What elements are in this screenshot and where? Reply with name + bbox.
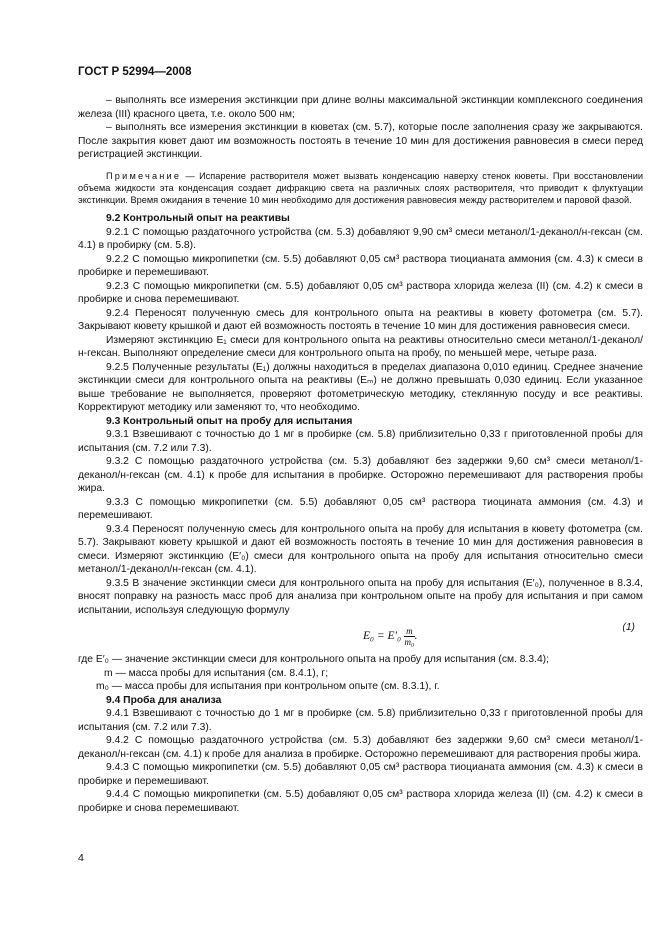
formula-denominator: m₀ xyxy=(404,637,415,648)
definition-line: m₀ — масса пробы для испытания при контрольном опыте (см. 8.3.1), г. xyxy=(96,681,440,693)
page-body xyxy=(78,94,643,815)
paragraph: 9.2.3 С помощью микропипетки (см. 5.5) добавляют 0,05 см³ раствора хлорида железа (II) (см. 4.2) к смеси в пробирке и снова перемешивают. xyxy=(78,280,643,306)
bullet-paragraph: – выполнять все измерения экстинкции в кюветах (см. 5.7), которые после заполнения сразу же закрываются. После закрытия кювет дают им возможность постоять в течение 10 мин для достижения равновесия в смеси перед регистрацией экстинкции. xyxy=(78,122,643,160)
paragraph: 9.4.2 С помощью раздаточного устройства (см. 5.3) добавляют без задержки 9,60 см³ смеси метанол/1-деканол/н-гексан (см. 4.1) к пробе для анализа в пробирке. Осторожно перемешивают для растворения пробы жира. xyxy=(78,735,643,760)
paragraph: 9.4.3 С помощью микропипетки (см. 5.5) добавляют 0,05 см³ раствора тиоцианата аммония (см. 4.3) к смеси в пробирке и перемешивают. xyxy=(78,762,643,787)
paragraph: 9.3.3 С помощью микропипетки (см. 5.5) добавляют 0,05 см³ раствора тиоцината аммония (см. 4.3) и перемешивают. xyxy=(78,496,643,522)
formula-block xyxy=(78,621,643,649)
paragraph: 9.2.1 С помощью раздаточного устройства (см. 5.3) добавляют 9,90 см³ смеси метанол/1-деканол/н-гексан (см. 4.1) в пробирку (см. 5.8). xyxy=(78,226,643,252)
paragraph: Измеряют экстинкцию E₁ смеси для контрольного опыта на реактивы относительно смеси метанол/1-деканол/н-гексан. Выполняют определение смеси для контрольного опыта на пробу, по меньшей мере, четыре раза. xyxy=(78,334,643,360)
definition-line: где E′₀ — значение экстинкции смеси для контрольного опыта на пробу для испытания (см. 8.3.4); xyxy=(78,654,549,666)
formula-numerator: m xyxy=(406,626,413,637)
paragraph: 9.3.5 В значение экстинкции смеси для контрольного опыта на пробу для испытания (E′₀), полученное в 8.3.4, вносят поправку на разность масс проб для анализа при контрольном опыте на пробу для испытания и при самом испытании, используя следующую формулу xyxy=(78,577,643,616)
section-heading: 9.2 Контрольный опыт на реактивы xyxy=(106,213,290,225)
section-heading: 9.4 Проба для анализа xyxy=(106,694,222,706)
paragraph: 9.4.4 С помощью микропипетки (см. 5.5) добавляют 0,05 см³ раствора хлорида железа (II) (см. 4.2) к смеси в пробирке и снова перемешивают. xyxy=(78,789,643,814)
paragraph: 9.2.4 Переносят полученную смесь для контрольного опыта на реактивы в кювету фотометра (см. 5.7). Закрывают кювету крышкой и дают ей возможность постоять в течение 10 мин для достижения равновесия смеси. xyxy=(78,307,643,333)
paragraph: 9.2.2 С помощью микропипетки (см. 5.5) добавляют 0,05 см³ раствора тиоцианата аммония (см. 4.3) к смеси в пробирке и перемешивают. xyxy=(78,253,643,279)
document-header: ГОСТ Р 52994—2008 xyxy=(78,66,192,78)
section-heading: 9.3 Контрольный опыт на пробу для испытания xyxy=(106,415,353,427)
note-label: Примечание xyxy=(106,170,182,181)
formula-lhs: E₀ = E′₀ xyxy=(363,630,402,643)
note xyxy=(78,170,643,207)
formula-number: (1) xyxy=(622,622,635,634)
paragraph: 9.2.5 Полученные результаты (E₁) должны находиться в пределах диапазона 0,010 единиц. Среднее значение экстинкции смеси для контрольного опыта на реактивы (Eₘ) не должно превышать 0,030 единиц. Если указанное выше требование не выполняется, проверяют фотометрическую методику, стеклянную посуду и все реактивы. Корректируют методику или заменяют то, что необходимо. xyxy=(78,361,643,414)
paragraph: 9.3.1 Взвешивают с точностью до 1 мг в пробирке (см. 5.8) приблизительно 0,33 г приготовленной пробы для испытания (см. 7.2 или 7.3). xyxy=(78,429,643,454)
definition-line: m — масса пробы для испытания (см. 8.4.1), г; xyxy=(104,667,329,679)
note-text: — Испарение растворителя может вызвать конденсацию наверху стенок кюветы. При восстановлении объема жидкости эта конденсация создает дифракцию света на различных слоях растворителя, что приводит к флуктуации экстинкции. Время ожидания в течение 10 мин необходимо для достижения равновесия между растворителем и паровой фазой. xyxy=(78,170,643,206)
paragraph: 9.4.1 Взвешивают с точностью до 1 мг в пробирке (см. 5.8) приблизительно 0,33 г приготовленной пробы для испытания (см. 7.2 или 7.3). xyxy=(78,708,643,733)
page-number: 4 xyxy=(78,852,84,864)
paragraph: 9.3.2 С помощью раздаточного устройства (см. 5.3) добавляют без задержки 9,60 см³ смеси метанол/1-деканол/н-гексан (см. 4.1) к пробе для испытания в пробирке. Осторожно перемешивают для растворения пробы жира. xyxy=(78,456,643,495)
bullet-paragraph: – выполнять все измерения экстинкции при длине волны максимальной экстинкции комплексного соединения железа (III) красного цвета, т.е. около 500 нм; xyxy=(78,95,643,120)
formula-fraction xyxy=(404,626,415,647)
formula-tail: . xyxy=(414,630,418,643)
paragraph: 9.3.4 Переносят полученную смесь для контрольного опыта на пробу для испытания в кювету фотометра (см. 5.7). Закрывают кювету крышкой и дают ей возможность постоять в течение 10 мин для достижения равновесия в смеси. Измеряют экстинкцию (E′₀) смеси для контрольного опыта на пробу для испытания относительно смеси метанол/1-деканол/н-гексан (см. 4.1). xyxy=(78,523,643,576)
formula-definitions xyxy=(78,653,643,694)
formula xyxy=(363,626,417,647)
